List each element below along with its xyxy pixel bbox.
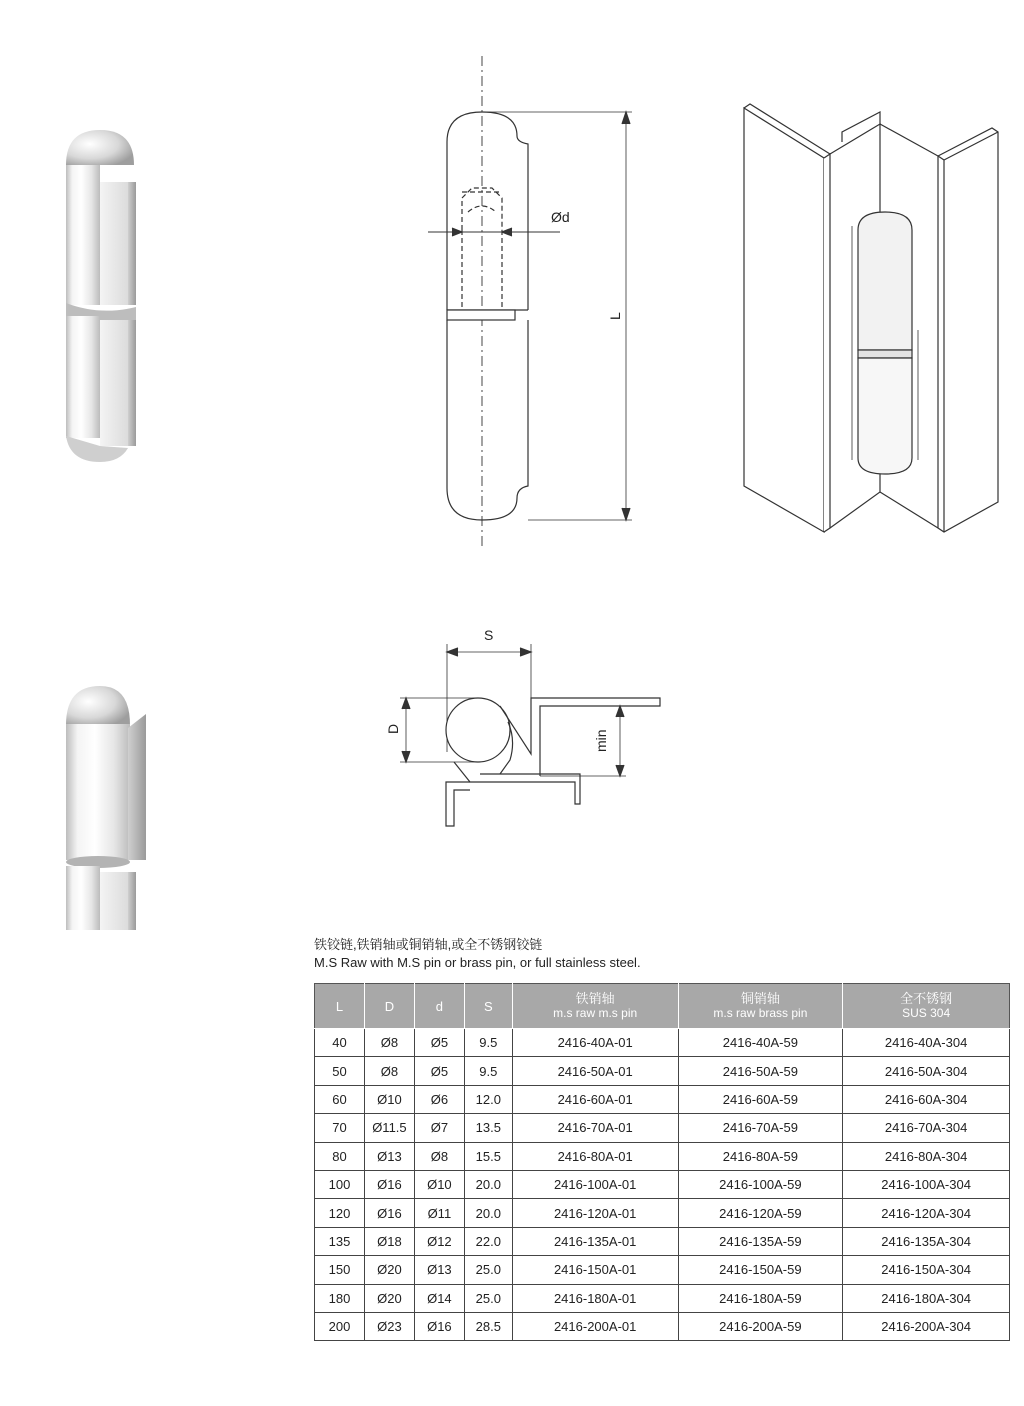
table-cell-ms: 2416-80A-01 (512, 1142, 678, 1170)
table-cell-L: 150 (315, 1256, 365, 1284)
table-cell-d: Ø12 (414, 1227, 464, 1255)
col-header-brass-pin-cn: 铜销轴 (740, 991, 780, 1006)
table-header-row (315, 984, 1010, 1029)
table-row (315, 1312, 1010, 1340)
table-cell-D: Ø8 (364, 1029, 414, 1057)
table-cell-ss: 2416-50A-304 (843, 1057, 1010, 1085)
table-row (315, 1170, 1010, 1198)
table-cell-D: Ø10 (364, 1085, 414, 1113)
table-row (315, 1199, 1010, 1227)
table-cell-d: Ø10 (414, 1170, 464, 1198)
table-cell-S: 13.5 (464, 1114, 512, 1142)
col-header-brass-pin-en: m.s raw brass pin (713, 1006, 808, 1020)
table-cell-d: Ø16 (414, 1312, 464, 1340)
front-view-drawing (428, 56, 632, 548)
col-header-ms-pin-cn: 铁销轴 (575, 991, 615, 1006)
table-cell-d: Ø14 (414, 1284, 464, 1312)
table-cell-brass: 2416-60A-59 (678, 1085, 843, 1113)
table-cell-ss: 2416-80A-304 (843, 1142, 1010, 1170)
table-row (315, 1256, 1010, 1284)
table-row (315, 1057, 1010, 1085)
table-cell-ss: 2416-60A-304 (843, 1085, 1010, 1113)
table-row (315, 1284, 1010, 1312)
col-header-stainless-cn: 全不锈钢 (900, 991, 953, 1006)
table-cell-ss: 2416-200A-304 (843, 1312, 1010, 1340)
table-cell-S: 25.0 (464, 1256, 512, 1284)
caption-english: M.S Raw with M.S pin or brass pin, or full stainless steel. (314, 955, 641, 970)
table-cell-ms: 2416-40A-01 (512, 1029, 678, 1057)
table-cell-ms: 2416-100A-01 (512, 1170, 678, 1198)
table-cell-d: Ø5 (414, 1029, 464, 1057)
table-cell-S: 20.0 (464, 1199, 512, 1227)
table-cell-S: 9.5 (464, 1029, 512, 1057)
label-pin-diameter: Ød (551, 209, 570, 225)
table-cell-L: 50 (315, 1057, 365, 1085)
table-cell-brass: 2416-150A-59 (678, 1256, 843, 1284)
table-cell-D: Ø13 (364, 1142, 414, 1170)
table-cell-S: 20.0 (464, 1170, 512, 1198)
label-diameter: D (385, 723, 401, 734)
table-row (315, 1029, 1010, 1057)
label-length: L (607, 312, 623, 320)
table-row (315, 1085, 1010, 1113)
table-cell-ms: 2416-70A-01 (512, 1114, 678, 1142)
table-cell-ss: 2416-135A-304 (843, 1227, 1010, 1255)
col-header-d: d (414, 984, 464, 1029)
table-cell-S: 9.5 (464, 1057, 512, 1085)
table-cell-ms: 2416-120A-01 (512, 1199, 678, 1227)
table-row (315, 1227, 1010, 1255)
table-cell-D: Ø20 (364, 1284, 414, 1312)
table-cell-S: 28.5 (464, 1312, 512, 1340)
table-cell-D: Ø20 (364, 1256, 414, 1284)
table-cell-brass: 2416-70A-59 (678, 1114, 843, 1142)
table-cell-brass: 2416-180A-59 (678, 1284, 843, 1312)
table-cell-brass: 2416-200A-59 (678, 1312, 843, 1340)
table-cell-D: Ø8 (364, 1057, 414, 1085)
table-cell-S: 12.0 (464, 1085, 512, 1113)
table-cell-S: 25.0 (464, 1284, 512, 1312)
table-cell-ms: 2416-135A-01 (512, 1227, 678, 1255)
installation-iso-view (744, 104, 998, 532)
col-header-ms-pin (512, 984, 678, 1029)
label-spacing: S (484, 627, 494, 643)
table-cell-d: Ø8 (414, 1142, 464, 1170)
section-view-drawing (400, 644, 660, 826)
table-cell-L: 120 (315, 1199, 365, 1227)
table-cell-L: 80 (315, 1142, 365, 1170)
col-header-S: S (464, 984, 512, 1029)
table-row (315, 1114, 1010, 1142)
table-cell-brass: 2416-100A-59 (678, 1170, 843, 1198)
table-cell-brass: 2416-40A-59 (678, 1029, 843, 1057)
table-cell-ss: 2416-70A-304 (843, 1114, 1010, 1142)
table-row (315, 1142, 1010, 1170)
table-cell-L: 60 (315, 1085, 365, 1113)
table-cell-ms: 2416-200A-01 (512, 1312, 678, 1340)
table-cell-L: 200 (315, 1312, 365, 1340)
table-cell-S: 15.5 (464, 1142, 512, 1170)
table-cell-d: Ø13 (414, 1256, 464, 1284)
table-cell-brass: 2416-80A-59 (678, 1142, 843, 1170)
table-cell-D: Ø11.5 (364, 1114, 414, 1142)
hinge-render-angled (66, 686, 146, 930)
table-cell-ms: 2416-150A-01 (512, 1256, 678, 1284)
table-cell-brass: 2416-135A-59 (678, 1227, 843, 1255)
table-cell-L: 135 (315, 1227, 365, 1255)
table-cell-ms: 2416-60A-01 (512, 1085, 678, 1113)
table-cell-L: 100 (315, 1170, 365, 1198)
caption-chinese: 铁铰链,铁销轴或铜销轴,或全不锈钢铰链 (314, 937, 543, 952)
table-cell-ss: 2416-40A-304 (843, 1029, 1010, 1057)
hinge-render-closed (66, 130, 136, 462)
table-cell-D: Ø18 (364, 1227, 414, 1255)
table-cell-d: Ø11 (414, 1199, 464, 1227)
col-header-stainless (843, 984, 1010, 1029)
table-cell-ms: 2416-50A-01 (512, 1057, 678, 1085)
table-cell-d: Ø5 (414, 1057, 464, 1085)
table-cell-S: 22.0 (464, 1227, 512, 1255)
table-cell-d: Ø7 (414, 1114, 464, 1142)
col-header-stainless-en: SUS 304 (902, 1006, 951, 1020)
table-cell-D: Ø23 (364, 1312, 414, 1340)
table-cell-ss: 2416-100A-304 (843, 1170, 1010, 1198)
table-cell-L: 180 (315, 1284, 365, 1312)
table-cell-brass: 2416-50A-59 (678, 1057, 843, 1085)
table-cell-L: 70 (315, 1114, 365, 1142)
col-header-L: L (315, 984, 365, 1029)
table-cell-ms: 2416-180A-01 (512, 1284, 678, 1312)
label-min: min (593, 729, 609, 752)
table-cell-brass: 2416-120A-59 (678, 1199, 843, 1227)
table-cell-ss: 2416-180A-304 (843, 1284, 1010, 1312)
table-cell-D: Ø16 (364, 1199, 414, 1227)
spec-table (314, 983, 1010, 1341)
table-cell-ss: 2416-120A-304 (843, 1199, 1010, 1227)
col-header-D: D (364, 984, 414, 1029)
col-header-brass-pin (678, 984, 843, 1029)
table-cell-D: Ø16 (364, 1170, 414, 1198)
table-cell-d: Ø6 (414, 1085, 464, 1113)
table-cell-ss: 2416-150A-304 (843, 1256, 1010, 1284)
col-header-ms-pin-en: m.s raw m.s pin (553, 1006, 638, 1020)
table-cell-L: 40 (315, 1029, 365, 1057)
